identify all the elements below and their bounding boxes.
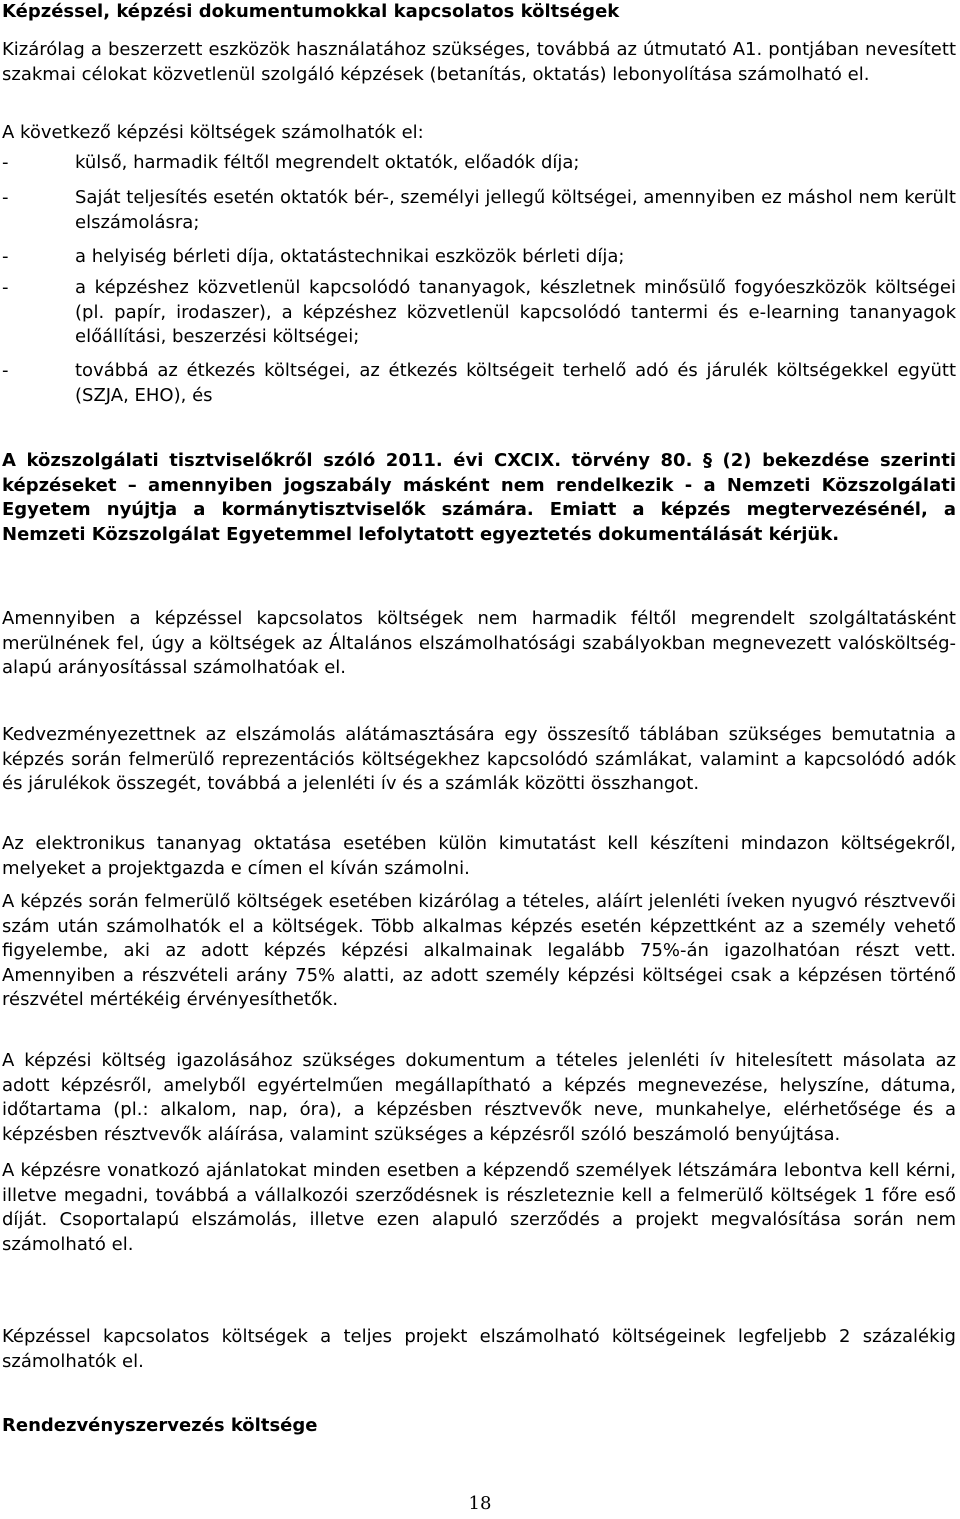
list-intro: A következő képzési költségek számolhatók el: <box>2 122 424 143</box>
list-item-text: külső, harmadik féltől megrendelt oktatók, előadók díja; <box>75 152 580 173</box>
page-number: 18 <box>468 1493 492 1514</box>
list-item-text: a helyiség bérleti díja, oktatástechnikai eszközök bérleti díja; <box>75 246 625 267</box>
list-item-text: továbbá az étkezés költségei, az étkezés költségeit terhelő adó és járulék költségekkel együtt (SZJA, EHO), és <box>75 360 956 406</box>
list-item-text: Saját teljesítés esetén oktatók bér-, személyi jellegű költségei, amennyiben ez máshol nem került elszámolásra; <box>75 187 956 233</box>
legal-notice: A közszolgálati tisztviselőkről szóló 2011. évi CXCIX. törvény 80. § (2) bekezdése szerinti képzéseket – amennyiben jogszabály másként nem rendelkezik - a Nemzeti Közszolgálati Egyetem nyújtja a kormánytisztviselők számára. Emiatt a képzés megtervezésénél, a Nemzeti Közszolgálat Egyetemmel lefolytatott egyeztetés dokumentálását kérjük. <box>2 450 956 545</box>
list-dash: - <box>2 246 9 267</box>
list-item-text: a képzéshez közvetlenül kapcsolódó tananyagok, készletnek minősülő fogyóeszközök költségei (pl. papír, irodaszer), a képzéshez közvetlenül kapcsolódó tantermi és e-learning tananyagok előállítási, beszerzési költségei; <box>75 277 956 348</box>
list-dash: - <box>2 277 9 298</box>
paragraph: Az elektronikus tananyag oktatása esetében külön kimutatást kell készíteni mindazon költségekről, melyeket a projektgazda e címen el kíván számolni. <box>2 833 956 879</box>
paragraph: A képzési költség igazolásához szükséges dokumentum a tételes jelenléti ív hitelesített másolata az adott képzésről, amelyből egyértelműen megállapítható a képzés megnevezése, helyszíne, dátuma, időtartama (pl.: alkalom, nap, óra), a képzésben résztvevők neve, munkahelye, elérhetősége és a képzésben résztvevők aláírása, valamint szükséges a képzésről szóló beszámoló benyújtása. <box>2 1050 956 1145</box>
list-dash: - <box>2 360 9 381</box>
paragraph: A képzés során felmerülő költségek esetében kizárólag a tételes, aláírt jelenléti íveken nyugvó résztvevői szám után számolhatók el a költségek. Több alkalmas képzés esetén képzettként az a személy vehető figyelembe, aki az adott képzés képzési alkalmainak legalább 75%-án igazolhatóan részt vett. Amennyiben a részvételi arány 75% alatti, az adott személy képzési költségei csak a képzésen történő részvétel mértékéig érvényesíthetők. <box>2 891 956 1011</box>
paragraph: Amennyiben a képzéssel kapcsolatos költségek nem harmadik féltől megrendelt szolgáltatásként merülnének fel, úgy a költségek az Általános elszámolhatósági szabályokban megnevezett valósköltség-alapú arányosítással számolhatóak el. <box>2 608 956 679</box>
paragraph: A képzésre vonatkozó ajánlatokat minden esetben a képzendő személyek létszámára lebontva kell kérni, illetve megadni, továbbá a vállalkozói szerződésnek is részleteznie kell a felmerülő költségek 1 főre eső díját. Csoportalapú elszámolás, illetve ezen alapuló szerződés a projekt megvalósítása során nem számolható el. <box>2 1160 956 1255</box>
paragraph: Képzéssel kapcsolatos költségek a teljes projekt elszámolható költségeinek legfeljebb 2 százalékig számolhatók el. <box>2 1326 956 1372</box>
section-heading: Képzéssel, képzési dokumentumokkal kapcsolatos költségek <box>2 1 620 22</box>
paragraph: Kedvezményezettnek az elszámolás alátámasztására egy összesítő táblában szükséges bemutatnia a képzés során felmerülő reprezentációs költségekhez kapcsolódó számlákat, valamint a kapcsolódó adók és járulékok összegét, továbbá a jelenléti ív és a számlák közötti összhangot. <box>2 724 956 795</box>
list-dash: - <box>2 187 9 208</box>
list-dash: - <box>2 152 9 173</box>
intro-paragraph: Kizárólag a beszerzett eszközök használatához szükséges, továbbá az útmutató A1. pontjában nevesített szakmai célokat közvetlenül szolgáló képzések (betanítás, oktatás) lebonyolítása számolható el. <box>2 39 956 85</box>
subsection-heading: Rendezvényszervezés költsége <box>2 1415 318 1436</box>
